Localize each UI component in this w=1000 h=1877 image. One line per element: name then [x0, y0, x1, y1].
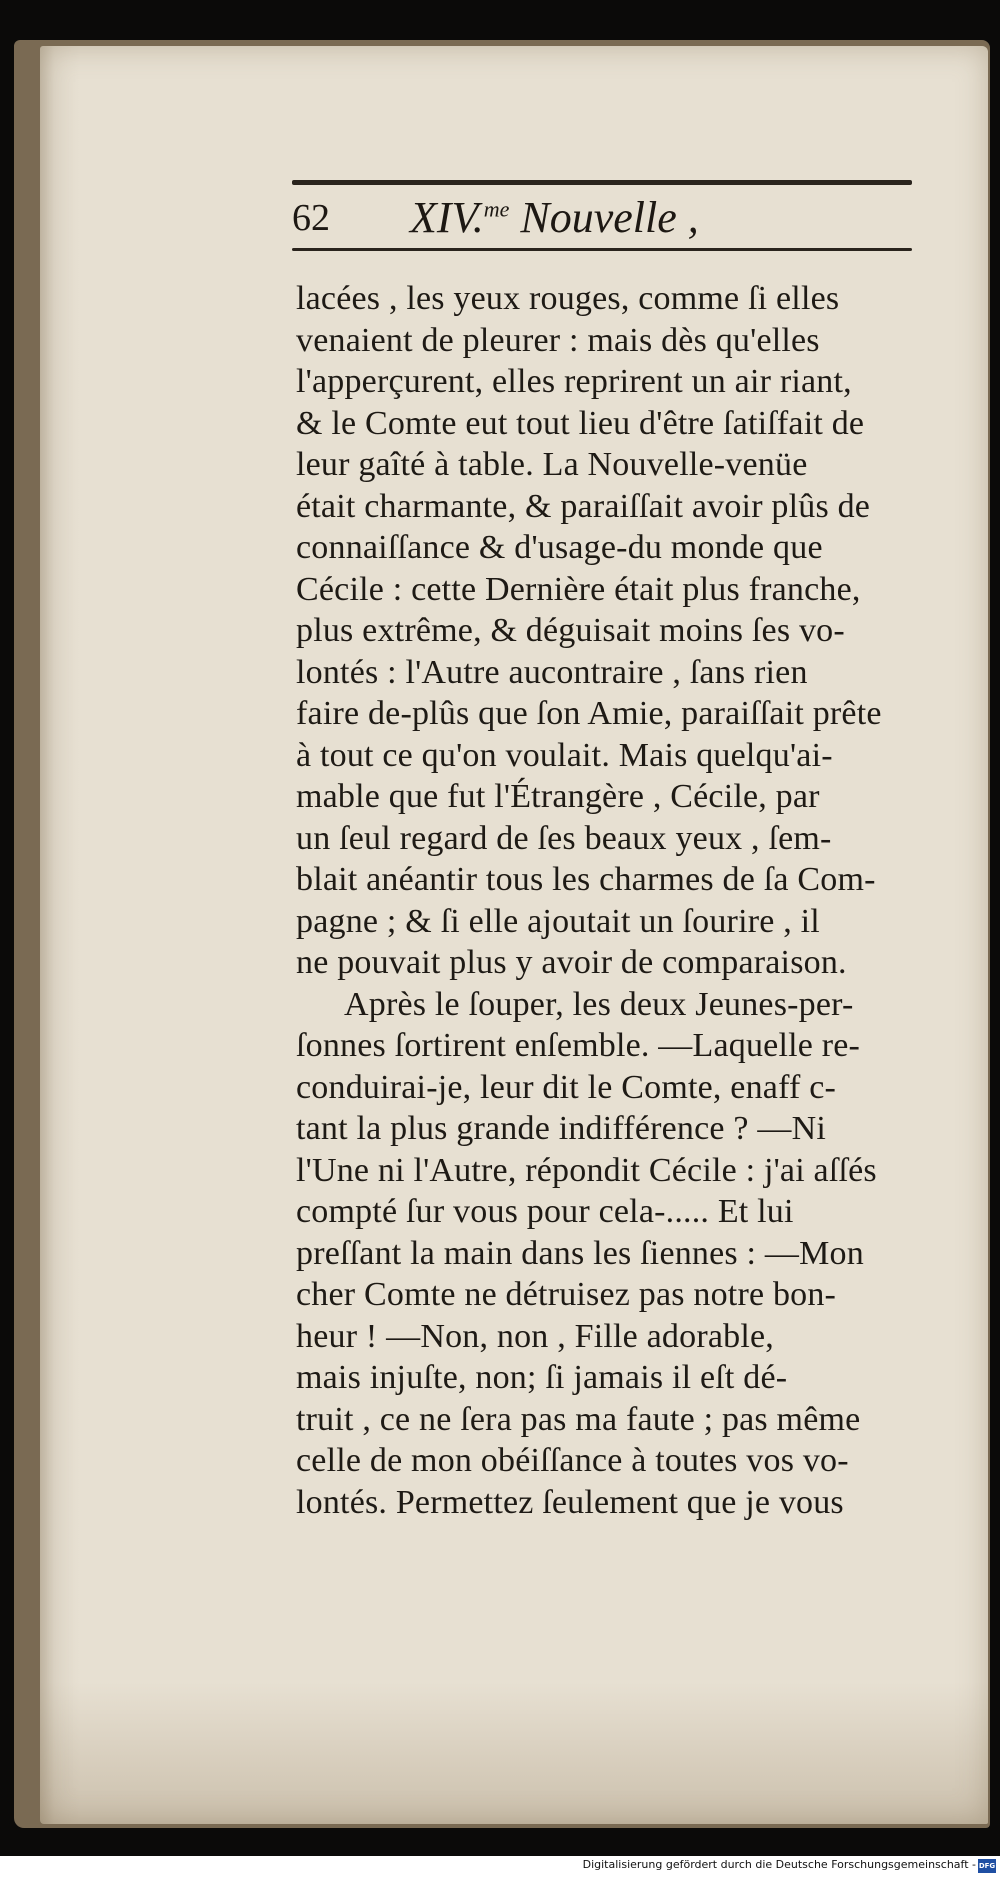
text-line: l'Une ni l'Autre, répondit Cécile : j'ai aſſés	[296, 1151, 877, 1189]
text-line: ſonnes ſortirent enſemble. —Laquelle re-	[296, 1027, 861, 1064]
header-top-rule	[292, 180, 912, 185]
text-line: preſſant la main dans les ſiennes : —Mon	[296, 1234, 864, 1272]
running-title-word: Nouvelle ,	[520, 193, 699, 242]
text-line: lacées , les yeux rouges, comme ſi elles	[296, 280, 840, 317]
text-line: truit , ce ne ſera pas ma faute ; pas même	[296, 1400, 861, 1438]
dfg-logo: DFG	[978, 1859, 996, 1873]
text-line: compté ſur vous pour cela-..... Et lui	[296, 1193, 794, 1230]
text-line: lontés. Permettez ſeulement que je vous	[296, 1483, 844, 1521]
text-line: plus extrême, & déguisait moins ſes vo-	[296, 612, 845, 649]
text-line: cher Comte ne détruisez pas notre bon-	[296, 1276, 837, 1313]
header-bottom-rule	[292, 248, 912, 251]
text-line: pagne ; & ſi elle ajoutait un ſourire , il	[296, 902, 820, 940]
digitization-credit: Digitalisierung gefördert durch die Deutsche Forschungsgemeinschaft -	[582, 1858, 976, 1871]
body-text	[296, 278, 936, 1523]
footer-bar	[0, 1856, 1000, 1877]
text-line: & le Comte eut tout lieu d'être ſatiſfait de	[296, 404, 865, 442]
text-line: Cécile : cette Dernière était plus franche,	[296, 570, 861, 608]
text-line: leur gaîté à table. La Nouvelle-venüe	[296, 446, 808, 483]
text-line: Après le ſouper, les deux Jeunes-per-	[344, 985, 854, 1023]
text-line: ne pouvait plus y avoir de comparaison.	[296, 944, 847, 981]
text-line: à tout ce qu'on voulait. Mais quelqu'ai-	[296, 736, 833, 774]
text-line: heur ! —Non, non , Fille adorable,	[296, 1317, 774, 1355]
text-line: faire de-plûs que ſon Amie, paraiſſait prête	[296, 695, 882, 732]
text-line: mais injuſte, non; ſi jamais il eſt dé-	[296, 1359, 788, 1396]
text-line: était charmante, & paraiſſait avoir plûs de	[296, 487, 871, 525]
text-line: tant la plus grande indifférence ? —Ni	[296, 1110, 827, 1147]
running-title-numeral: XIV.	[410, 193, 484, 242]
text-line: un ſeul regard de ſes beaux yeux , ſem-	[296, 819, 832, 857]
text-line: blait anéantir tous les charmes de ſa Com-	[296, 861, 876, 898]
running-title	[410, 192, 699, 243]
text-line: l'apperçurent, elles reprirent un air riant,	[296, 363, 852, 400]
text-line: celle de mon obéiſſance à toutes vos vo-	[296, 1442, 849, 1479]
text-line: conduirai-je, leur dit le Comte, enaff c-	[296, 1068, 837, 1106]
running-header	[292, 180, 912, 262]
running-title-superscript: me	[483, 196, 510, 222]
text-line: mable que fut l'Étrangère , Cécile, par	[296, 778, 820, 815]
text-line: connaiſſance & d'usage-du monde que	[296, 529, 823, 566]
text-line: venaient de pleurer : mais dès qu'elles	[296, 321, 820, 359]
page-number: 62	[292, 197, 330, 239]
text-line: lontés : l'Autre aucontraire , ſans rien	[296, 653, 808, 691]
